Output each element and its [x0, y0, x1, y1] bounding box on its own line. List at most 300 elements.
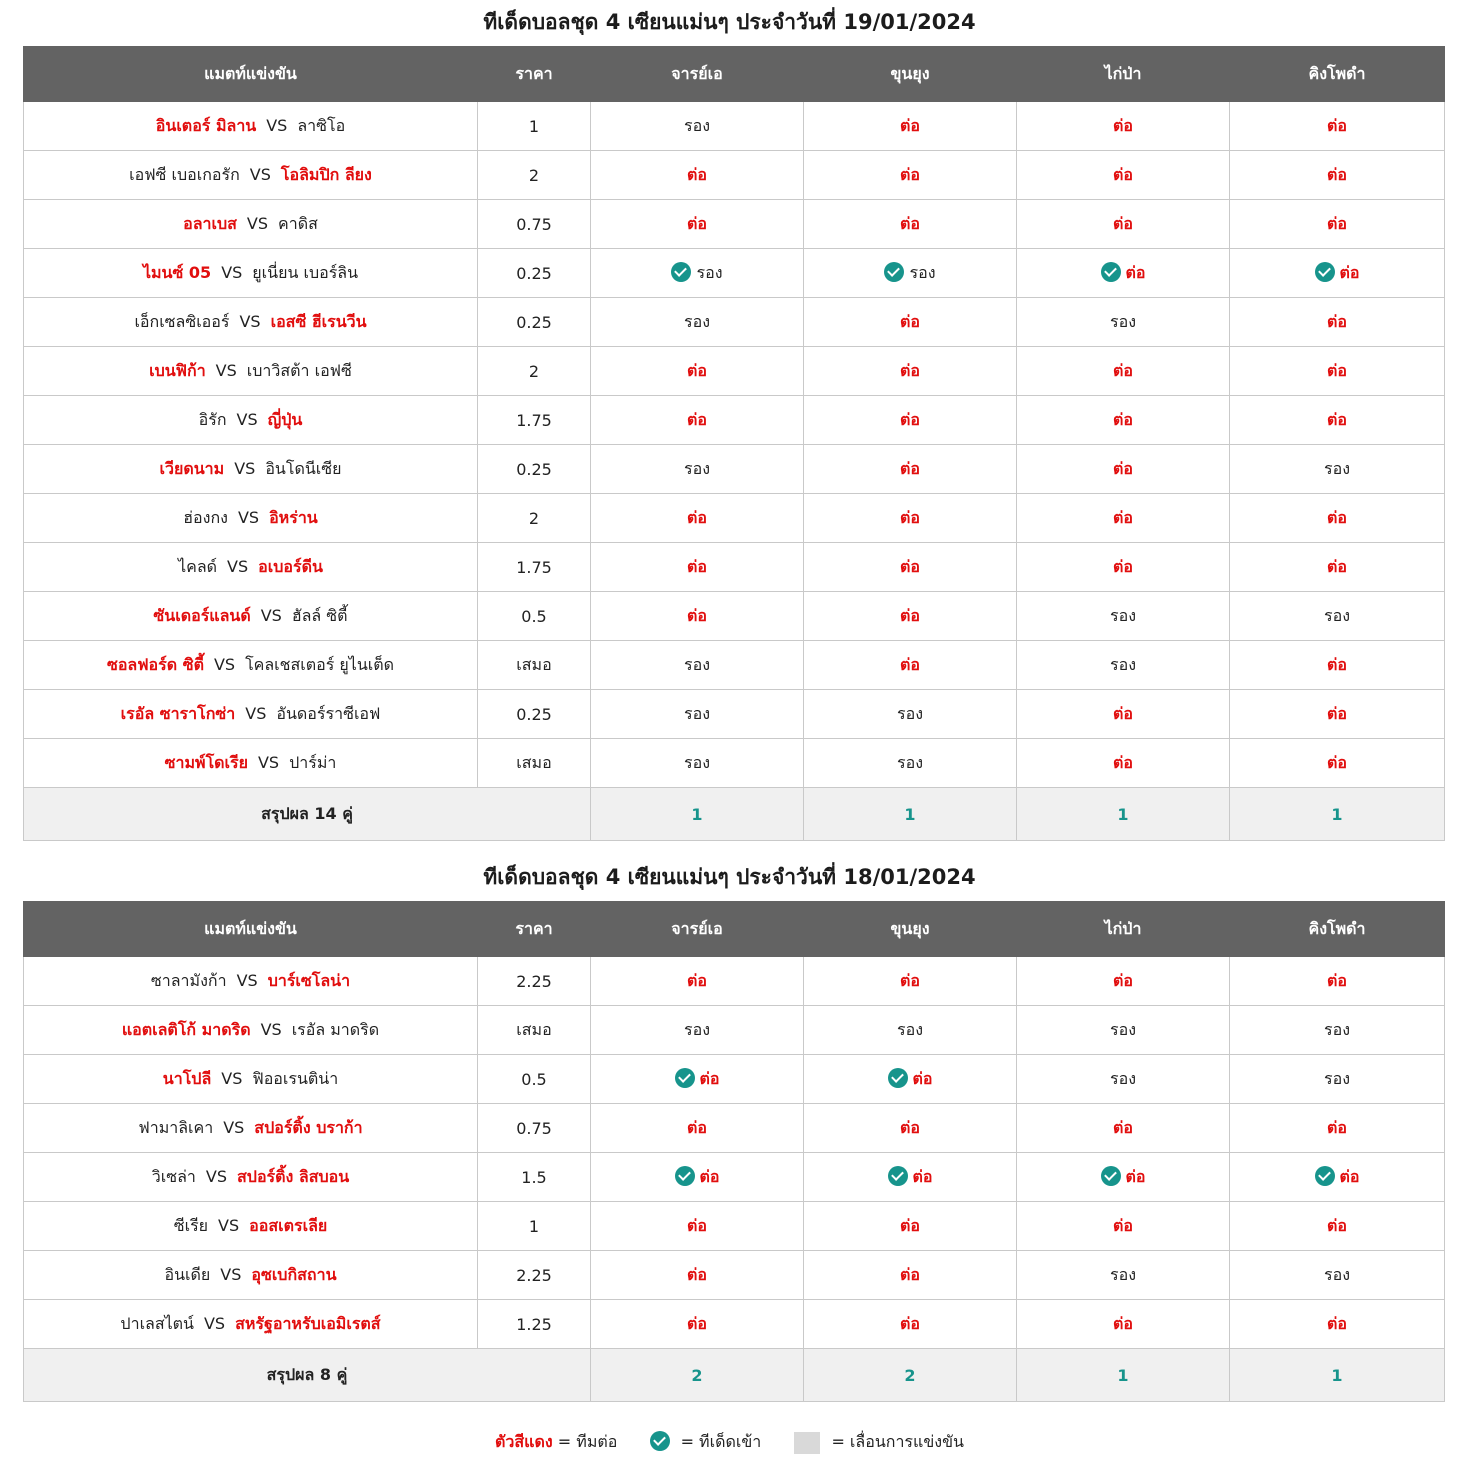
table-row: [24, 298, 1445, 347]
away-team: ฮัลล์ ซิตี้: [291, 605, 348, 625]
home-team: ไมนซ์ 05: [142, 262, 212, 282]
pick-cell: [591, 739, 804, 788]
price-cell: 1.25: [478, 1300, 591, 1349]
table-row: [24, 494, 1445, 543]
pick-cell: [1017, 298, 1230, 347]
home-team: ซันเดอร์แลนด์: [153, 605, 251, 625]
pick-value: ต่อ: [1327, 1313, 1347, 1333]
pick-cell: [1230, 347, 1445, 396]
pick-value: รอง: [683, 311, 710, 331]
price-cell: 0.75: [478, 1104, 591, 1153]
vs-label: VS: [221, 1068, 243, 1088]
pick-cell: [1017, 1104, 1230, 1153]
match-cell: [24, 957, 478, 1006]
pick-cell: [1230, 1055, 1445, 1104]
table-row: [24, 102, 1445, 151]
vs-label: VS: [205, 1166, 228, 1186]
pick-cell: [1230, 739, 1445, 788]
pick-cell: [804, 641, 1017, 690]
summary-count-cell: [804, 1349, 1017, 1402]
match-cell: [24, 1300, 478, 1349]
pick-cell: [804, 1153, 1017, 1202]
pick-cell: [804, 543, 1017, 592]
pick-value: ต่อ: [1113, 458, 1133, 478]
match-cell: [24, 249, 478, 298]
price-cell: 1.75: [478, 396, 591, 445]
pick-value: ต่อ: [1339, 262, 1360, 282]
pick-cell: [1230, 1104, 1445, 1153]
summary-count: 1: [691, 804, 703, 824]
vs-label: VS: [236, 970, 258, 990]
home-team: วิเซล่า: [151, 1166, 196, 1186]
match-cell: [24, 1202, 478, 1251]
pick-cell: [804, 102, 1017, 151]
table-row: [24, 1055, 1445, 1104]
pick-value: ต่อ: [687, 556, 707, 576]
pick-value: ต่อ: [1113, 752, 1133, 772]
legend-red-desc: = ทีมต่อ: [557, 1432, 618, 1451]
pick-value: รอง: [1109, 1264, 1136, 1284]
away-team: สปอร์ติ้ง ลิสบอน: [237, 1166, 350, 1186]
pick-cell: [591, 102, 804, 151]
home-team: ไคลด์: [178, 556, 218, 576]
pick-value: ต่อ: [1327, 752, 1347, 772]
pick-cell: [1230, 1202, 1445, 1251]
home-team: อลาเบส: [183, 213, 237, 233]
pick-cell: [1017, 347, 1230, 396]
legend-postponed: [794, 1430, 964, 1455]
price-cell: 0.25: [478, 445, 591, 494]
pick-cell: [1230, 543, 1445, 592]
vs-label: VS: [213, 654, 236, 674]
pick-value: ต่อ: [699, 1068, 720, 1088]
vs-label: VS: [215, 360, 237, 380]
pick-value: ต่อ: [1339, 1166, 1360, 1186]
table-row: [24, 347, 1445, 396]
pick-value: ต่อ: [900, 507, 920, 527]
pick-cell: [591, 1202, 804, 1251]
home-team: เบนฟิก้า: [149, 360, 206, 380]
pick-cell: [1017, 957, 1230, 1006]
pick-value: รอง: [1323, 1264, 1350, 1284]
summary-count: 1: [1331, 804, 1343, 824]
match-cell: [24, 1006, 478, 1055]
summary-label: สรุปผล 8 คู่: [24, 1349, 591, 1402]
pick-cell: [1230, 102, 1445, 151]
table-row: [24, 249, 1445, 298]
pick-cell: [591, 200, 804, 249]
pick-cell: [591, 494, 804, 543]
pick-cell: [591, 690, 804, 739]
pick-value: ต่อ: [900, 213, 920, 233]
table-row: [24, 1251, 1445, 1300]
price-cell: 0.75: [478, 200, 591, 249]
pick-value: รอง: [1323, 1019, 1350, 1039]
table-row: [24, 200, 1445, 249]
pick-cell: [804, 298, 1017, 347]
table-row: [24, 1104, 1445, 1153]
check-circle-icon: [650, 1431, 670, 1451]
pick-value: ต่อ: [687, 1215, 707, 1235]
away-team: โอลิมปิก ลียง: [280, 164, 372, 184]
pick-value: ต่อ: [900, 1117, 920, 1137]
home-team: นาโปลี: [162, 1068, 212, 1088]
match-cell: [24, 690, 478, 739]
table-header-row: [24, 47, 1445, 102]
table-row: [24, 543, 1445, 592]
summary-row: [24, 1349, 1445, 1402]
price-cell: 1.5: [478, 1153, 591, 1202]
pick-cell: [591, 298, 804, 347]
pick-value: ต่อ: [1113, 703, 1133, 723]
pick-cell: [804, 396, 1017, 445]
vs-label: VS: [249, 164, 271, 184]
pick-cell: [1230, 298, 1445, 347]
pick-cell: [1017, 151, 1230, 200]
price-cell: 1.75: [478, 543, 591, 592]
table-row: [24, 1202, 1445, 1251]
price-cell: 2.25: [478, 1251, 591, 1300]
pick-value: รอง: [896, 703, 923, 723]
tips-table: [23, 46, 1445, 841]
pick-cell: [804, 1202, 1017, 1251]
pick-value: ต่อ: [900, 360, 920, 380]
column-header: จารย์เอ: [591, 902, 804, 957]
home-team: เวียดนาม: [159, 458, 225, 478]
pick-cell: [1230, 396, 1445, 445]
price-cell: เสมอ: [478, 1006, 591, 1055]
vs-label: VS: [221, 262, 243, 282]
home-team: ฟามาลิเคา: [138, 1117, 214, 1137]
check-circle-icon: [1101, 262, 1121, 282]
table-row: [24, 1300, 1445, 1349]
pick-value: ต่อ: [1113, 115, 1133, 135]
table-row: [24, 739, 1445, 788]
vs-label: VS: [218, 1215, 240, 1235]
table-header-row: [24, 902, 1445, 957]
pick-value: รอง: [683, 115, 710, 135]
check-circle-icon: [1315, 1166, 1335, 1186]
pick-value: รอง: [683, 458, 710, 478]
pick-value: ต่อ: [900, 1264, 920, 1284]
pick-cell: [1017, 592, 1230, 641]
home-team: ฮ่องกง: [183, 507, 228, 527]
table-row: [24, 592, 1445, 641]
pick-cell: [804, 1300, 1017, 1349]
away-team: ยูเนี่ยน เบอร์ลิน: [252, 262, 359, 282]
vs-label: VS: [236, 409, 258, 429]
home-team: เอ็กเซลซิเออร์: [134, 311, 230, 331]
summary-count-cell: [591, 1349, 804, 1402]
pick-value: ต่อ: [1113, 409, 1133, 429]
table-row: [24, 445, 1445, 494]
match-cell: [24, 1153, 478, 1202]
pick-value: ต่อ: [687, 1313, 707, 1333]
vs-label: VS: [203, 1313, 226, 1333]
column-header: ขุนยุง: [804, 47, 1017, 102]
match-cell: [24, 1104, 478, 1153]
column-header: ไก่ป่า: [1017, 47, 1230, 102]
pick-cell: [804, 1055, 1017, 1104]
pick-value: รอง: [696, 262, 723, 282]
summary-count: 2: [904, 1365, 916, 1385]
match-cell: [24, 641, 478, 690]
pick-cell: [1230, 249, 1445, 298]
column-header: แมตท์แข่งขัน: [24, 47, 478, 102]
pick-cell: [591, 592, 804, 641]
match-cell: [24, 1251, 478, 1300]
pick-value: ต่อ: [1327, 360, 1347, 380]
vs-label: VS: [260, 1019, 282, 1039]
pick-cell: [1017, 396, 1230, 445]
legend-favorite: [495, 1430, 617, 1455]
pick-value: ต่อ: [900, 970, 920, 990]
price-cell: 2: [478, 347, 591, 396]
home-team: ซีเรีย: [173, 1215, 209, 1235]
match-cell: [24, 102, 478, 151]
pick-value: รอง: [1109, 1068, 1136, 1088]
pick-value: ต่อ: [687, 409, 707, 429]
pick-cell: [1230, 445, 1445, 494]
summary-label: สรุปผล 14 คู่: [24, 788, 591, 841]
summary-count-cell: [1230, 788, 1445, 841]
pick-cell: [1230, 957, 1445, 1006]
check-circle-icon: [1101, 1166, 1121, 1186]
pick-value: รอง: [683, 703, 710, 723]
pick-value: ต่อ: [1113, 360, 1133, 380]
pick-value: ต่อ: [900, 115, 920, 135]
home-team: อินเดีย: [164, 1264, 211, 1284]
pick-value: ต่อ: [900, 605, 920, 625]
price-cell: เสมอ: [478, 641, 591, 690]
vs-label: VS: [239, 311, 261, 331]
summary-count-cell: [1230, 1349, 1445, 1402]
tips-table: [23, 901, 1445, 1402]
pick-cell: [1230, 1153, 1445, 1202]
pick-value: ต่อ: [1327, 703, 1347, 723]
vs-label: VS: [260, 605, 282, 625]
pick-cell: [1230, 494, 1445, 543]
section-title: ทีเด็ดบอลชุด 4 เซียนแม่นๆ ประจำวันที่ 18/01/2024: [483, 865, 976, 889]
away-team: โคลเชสเตอร์ ยูไนเต็ด: [245, 654, 395, 674]
pick-value: รอง: [1323, 458, 1350, 478]
column-header: ราคา: [478, 47, 591, 102]
column-header: แมตท์แข่งขัน: [24, 902, 478, 957]
pick-value: ต่อ: [699, 1166, 720, 1186]
pick-value: ต่อ: [687, 164, 707, 184]
pick-cell: [804, 690, 1017, 739]
home-team: ซาลามังก้า: [150, 970, 227, 990]
home-team: ซอลฟอร์ด ซิตี้: [106, 654, 204, 674]
vs-label: VS: [246, 213, 269, 233]
pick-cell: [1017, 494, 1230, 543]
pick-value: รอง: [1109, 311, 1136, 331]
pick-value: ต่อ: [900, 1313, 920, 1333]
pick-value: ต่อ: [1125, 1166, 1146, 1186]
pick-cell: [804, 957, 1017, 1006]
pick-cell: [804, 739, 1017, 788]
pick-cell: [804, 592, 1017, 641]
away-team: สปอร์ติ้ง บราก้า: [254, 1117, 363, 1137]
summary-count: 1: [1117, 804, 1129, 824]
table-row: [24, 1006, 1445, 1055]
pick-value: รอง: [1323, 605, 1350, 625]
table-row: [24, 690, 1445, 739]
pick-value: ต่อ: [1113, 213, 1133, 233]
price-cell: 2: [478, 151, 591, 200]
column-header: ราคา: [478, 902, 591, 957]
pick-cell: [591, 957, 804, 1006]
pick-cell: [1017, 200, 1230, 249]
pick-cell: [1017, 1300, 1230, 1349]
pick-value: ต่อ: [900, 654, 920, 674]
pick-cell: [1230, 200, 1445, 249]
pick-value: ต่อ: [900, 1215, 920, 1235]
pick-cell: [1017, 445, 1230, 494]
summary-row: [24, 788, 1445, 841]
pick-cell: [804, 1104, 1017, 1153]
pick-value: ต่อ: [1113, 970, 1133, 990]
pick-cell: [804, 200, 1017, 249]
pick-cell: [591, 1153, 804, 1202]
away-team: ญี่ปุ่น: [267, 409, 303, 429]
pick-cell: [591, 1251, 804, 1300]
pick-value: ต่อ: [900, 458, 920, 478]
table-row: [24, 1153, 1445, 1202]
away-team: เอสซี ฮีเรนวีน: [270, 311, 367, 331]
price-cell: 1: [478, 1202, 591, 1251]
pick-cell: [1230, 1251, 1445, 1300]
pick-cell: [1017, 690, 1230, 739]
pick-cell: [1017, 1202, 1230, 1251]
match-cell: [24, 592, 478, 641]
pick-value: ต่อ: [1327, 213, 1347, 233]
summary-count-cell: [591, 788, 804, 841]
pick-value: รอง: [909, 262, 936, 282]
pick-value: ต่อ: [1113, 556, 1133, 576]
away-team: คาดิส: [278, 213, 318, 233]
table-row: [24, 641, 1445, 690]
check-circle-icon: [1315, 262, 1335, 282]
pick-value: รอง: [1109, 1019, 1136, 1039]
pick-value: ต่อ: [687, 360, 707, 380]
pick-value: ต่อ: [1125, 262, 1146, 282]
pick-value: ต่อ: [1327, 409, 1347, 429]
section-title: ทีเด็ดบอลชุด 4 เซียนแม่นๆ ประจำวันที่ 19/01/2024: [483, 10, 976, 34]
legend-hit: [650, 1430, 761, 1455]
pick-cell: [591, 1104, 804, 1153]
pick-value: ต่อ: [900, 409, 920, 429]
summary-count: 1: [904, 804, 916, 824]
price-cell: 0.5: [478, 1055, 591, 1104]
pick-value: ต่อ: [900, 556, 920, 576]
pick-cell: [1230, 592, 1445, 641]
price-cell: 0.25: [478, 249, 591, 298]
table-row: [24, 151, 1445, 200]
home-team: เรอัล ซาราโกซ่า: [120, 703, 236, 723]
pick-value: รอง: [1109, 605, 1136, 625]
away-team: สหรัฐอาหรับเอมิเรตส์: [235, 1313, 381, 1333]
match-cell: [24, 543, 478, 592]
vs-label: VS: [234, 458, 256, 478]
pick-cell: [1017, 249, 1230, 298]
summary-count-cell: [1017, 1349, 1230, 1402]
legend-gray-desc: = เลื่อนการแข่งขัน: [831, 1432, 964, 1451]
pick-cell: [591, 1055, 804, 1104]
gray-box-icon: [794, 1432, 820, 1454]
column-header: ขุนยุง: [804, 902, 1017, 957]
home-team: เอฟซี เบอเกอรัก: [129, 164, 240, 184]
home-team: อินเตอร์ มิลาน: [155, 115, 257, 135]
pick-cell: [591, 445, 804, 494]
pick-cell: [1017, 1153, 1230, 1202]
pick-value: รอง: [683, 654, 710, 674]
match-cell: [24, 298, 478, 347]
check-circle-icon: [671, 262, 691, 282]
pick-cell: [591, 151, 804, 200]
vs-label: VS: [227, 556, 249, 576]
summary-count-cell: [804, 788, 1017, 841]
pick-value: ต่อ: [687, 1117, 707, 1137]
price-cell: 2: [478, 494, 591, 543]
price-cell: 2.25: [478, 957, 591, 1006]
check-circle-icon: [675, 1166, 695, 1186]
vs-label: VS: [257, 752, 280, 772]
pick-value: ต่อ: [1113, 1313, 1133, 1333]
away-team: อเบอร์ดีน: [258, 556, 323, 576]
pick-cell: [591, 1300, 804, 1349]
summary-count-cell: [1017, 788, 1230, 841]
vs-label: VS: [237, 507, 260, 527]
pick-cell: [1017, 1006, 1230, 1055]
check-circle-icon: [888, 1166, 908, 1186]
match-cell: [24, 739, 478, 788]
home-team: อิรัก: [198, 409, 227, 429]
pick-cell: [804, 249, 1017, 298]
pick-value: ต่อ: [687, 213, 707, 233]
pick-cell: [1230, 690, 1445, 739]
column-header: ไก่ป่า: [1017, 902, 1230, 957]
vs-label: VS: [245, 703, 267, 723]
pick-cell: [804, 445, 1017, 494]
pick-value: ต่อ: [1113, 1215, 1133, 1235]
pick-value: รอง: [683, 1019, 710, 1039]
pick-cell: [1017, 102, 1230, 151]
away-team: ฟิออเรนติน่า: [252, 1068, 339, 1088]
match-cell: [24, 445, 478, 494]
price-cell: เสมอ: [478, 739, 591, 788]
pick-cell: [1017, 641, 1230, 690]
pick-value: ต่อ: [1327, 1117, 1347, 1137]
pick-cell: [1017, 1251, 1230, 1300]
away-team: ลาซิโอ: [297, 115, 346, 135]
pick-value: ต่อ: [1327, 1215, 1347, 1235]
pick-value: ต่อ: [1327, 311, 1347, 331]
legend: [0, 1430, 1459, 1455]
check-circle-icon: [675, 1068, 695, 1088]
pick-value: ต่อ: [1113, 1117, 1133, 1137]
check-circle-icon: [884, 262, 904, 282]
match-cell: [24, 347, 478, 396]
pick-value: ต่อ: [1327, 164, 1347, 184]
away-team: อันดอร์ราซีเอฟ: [276, 703, 381, 723]
pick-cell: [1230, 641, 1445, 690]
pick-value: ต่อ: [1327, 970, 1347, 990]
pick-value: รอง: [683, 752, 710, 772]
vs-label: VS: [266, 115, 288, 135]
match-cell: [24, 1055, 478, 1104]
pick-value: ต่อ: [900, 164, 920, 184]
